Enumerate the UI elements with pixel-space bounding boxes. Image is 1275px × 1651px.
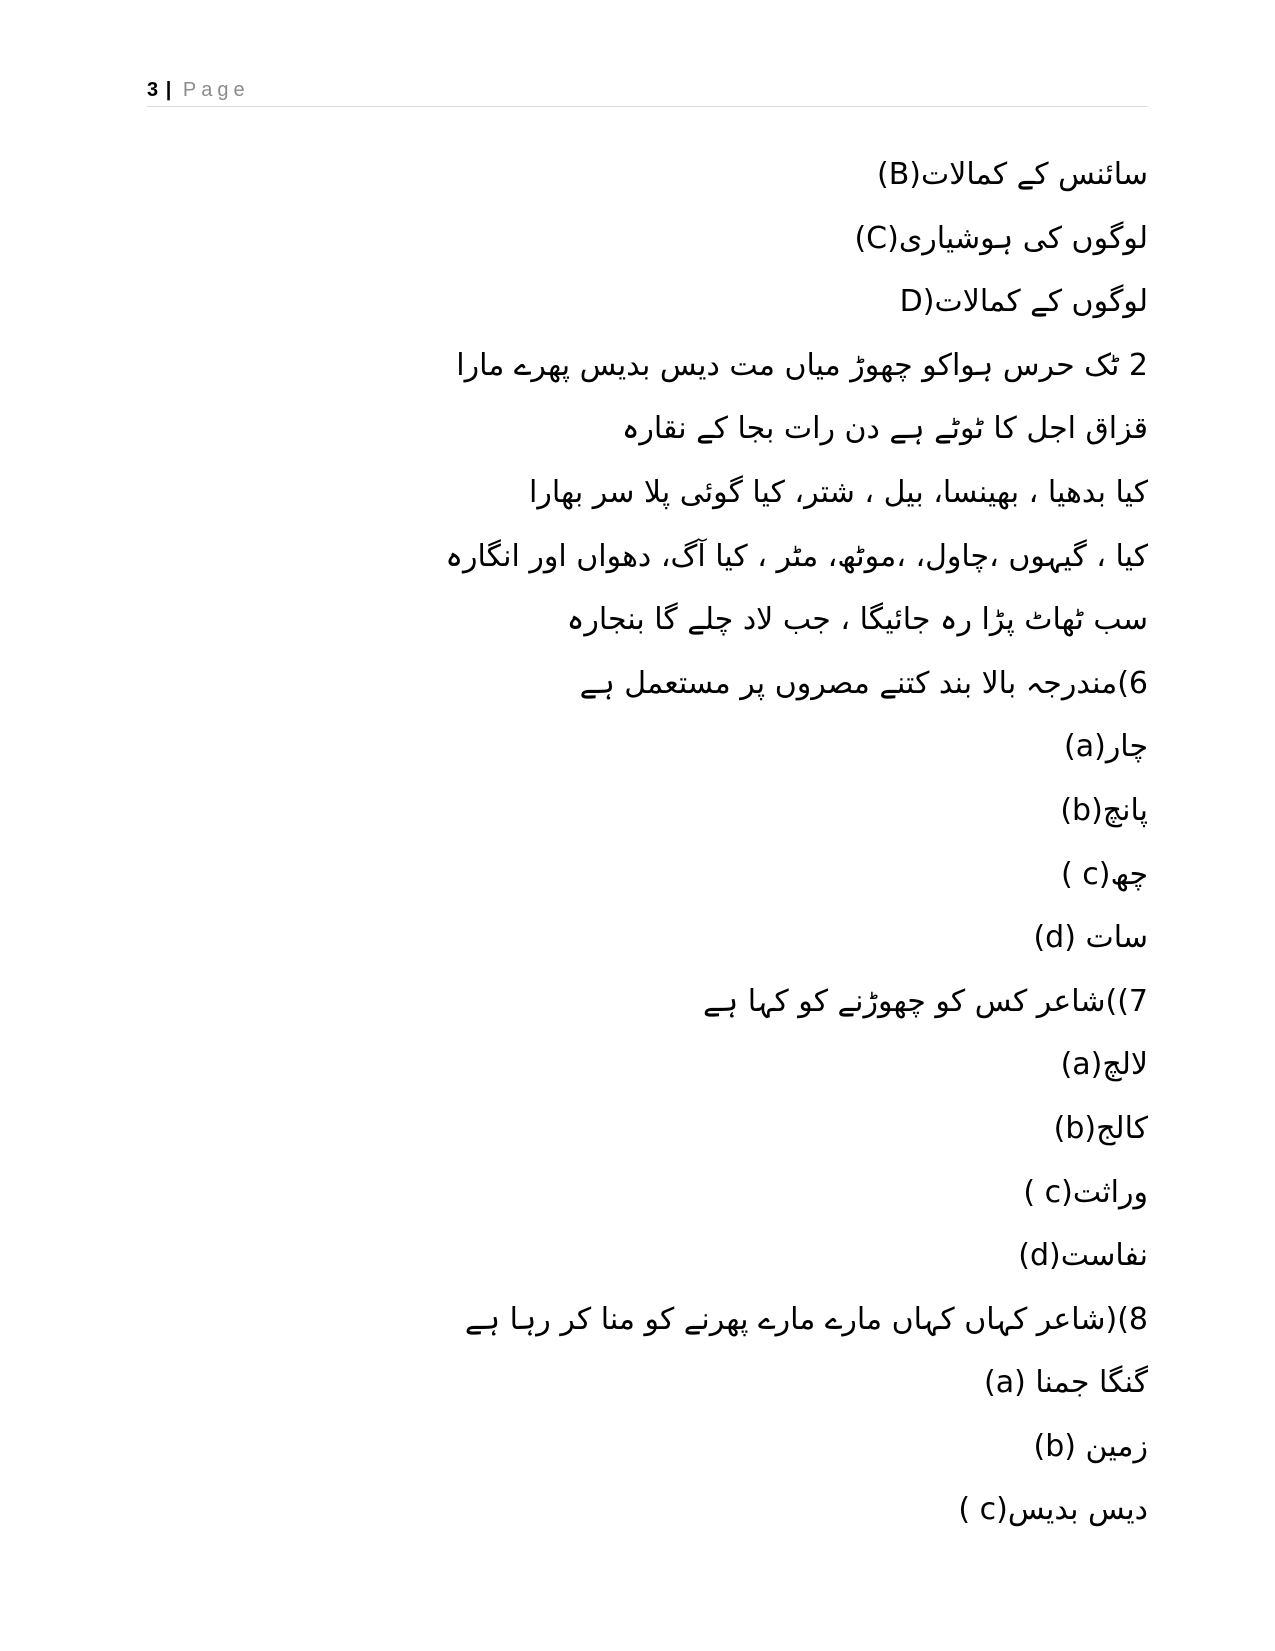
poem-line-2: قزاق اجل کا ٹوٹے ہے دن رات بجا کے نقارہ	[621, 411, 1148, 447]
poem-line-3: کیا بدھیا ، بھینسا، بیل ، شتر، کیا گوئی پلا سر بھارا	[529, 474, 1148, 510]
q6-option-d: (d) سات	[1033, 920, 1148, 956]
document-body	[388, 143, 1148, 1542]
question-6: 6)مندرجہ بالا بند کتنے مصروں پر مستعمل ہے	[579, 665, 1148, 701]
q6-option-b: (b)پانچ	[1060, 792, 1148, 828]
poem-line-4: کیا ، گیہوں ،چاول، ،موٹھ، مٹر ، کیا آگ، دھواں اور انگارہ	[445, 538, 1148, 574]
page-separator: |	[165, 79, 172, 101]
q6-option-c: ( c)چھ	[1061, 856, 1148, 892]
poem-line-1: 2 ٹک حرس ہواکو چھوڑ میاں مت دیس بدیس پھرے مارا	[456, 347, 1148, 383]
q7-option-c: ( c)وراثت	[1023, 1174, 1148, 1210]
q7-option-a: (a)لالچ	[1060, 1047, 1148, 1083]
poem-line-5: سب ٹھاٹ پڑا رہ جائیگا ، جب لاد چلے گا بنجارہ	[566, 602, 1148, 638]
option-d-people-wonders: D)لوگوں کے کمالات	[899, 284, 1148, 320]
q7-option-b: (b)کالج	[1053, 1110, 1148, 1146]
q7-option-d: (d)نفاست	[1018, 1238, 1148, 1274]
question-8: 8)(شاعر کہاں کہاں مارے مارے پھرنے کو منا کر رہا ہے	[464, 1301, 1148, 1337]
option-c-people-cleverness: (C)لوگوں کی ہوشیاری	[854, 220, 1148, 256]
page-number: 3	[147, 79, 159, 101]
q6-option-a: (a)چار	[1064, 729, 1148, 765]
option-b-science: (B)سائنس کے کمالات	[877, 157, 1148, 192]
page-header	[147, 76, 1147, 107]
question-7: 7))شاعر کس کو چھوڑنے کو کہا ہے	[703, 983, 1148, 1019]
page-label: Page	[182, 79, 250, 101]
q8-option-c: ( c)دیس بدیس	[958, 1492, 1148, 1528]
q8-option-a: (a) گنگا جمنا	[984, 1365, 1148, 1401]
q8-option-b: (b) زمین	[1033, 1428, 1148, 1464]
